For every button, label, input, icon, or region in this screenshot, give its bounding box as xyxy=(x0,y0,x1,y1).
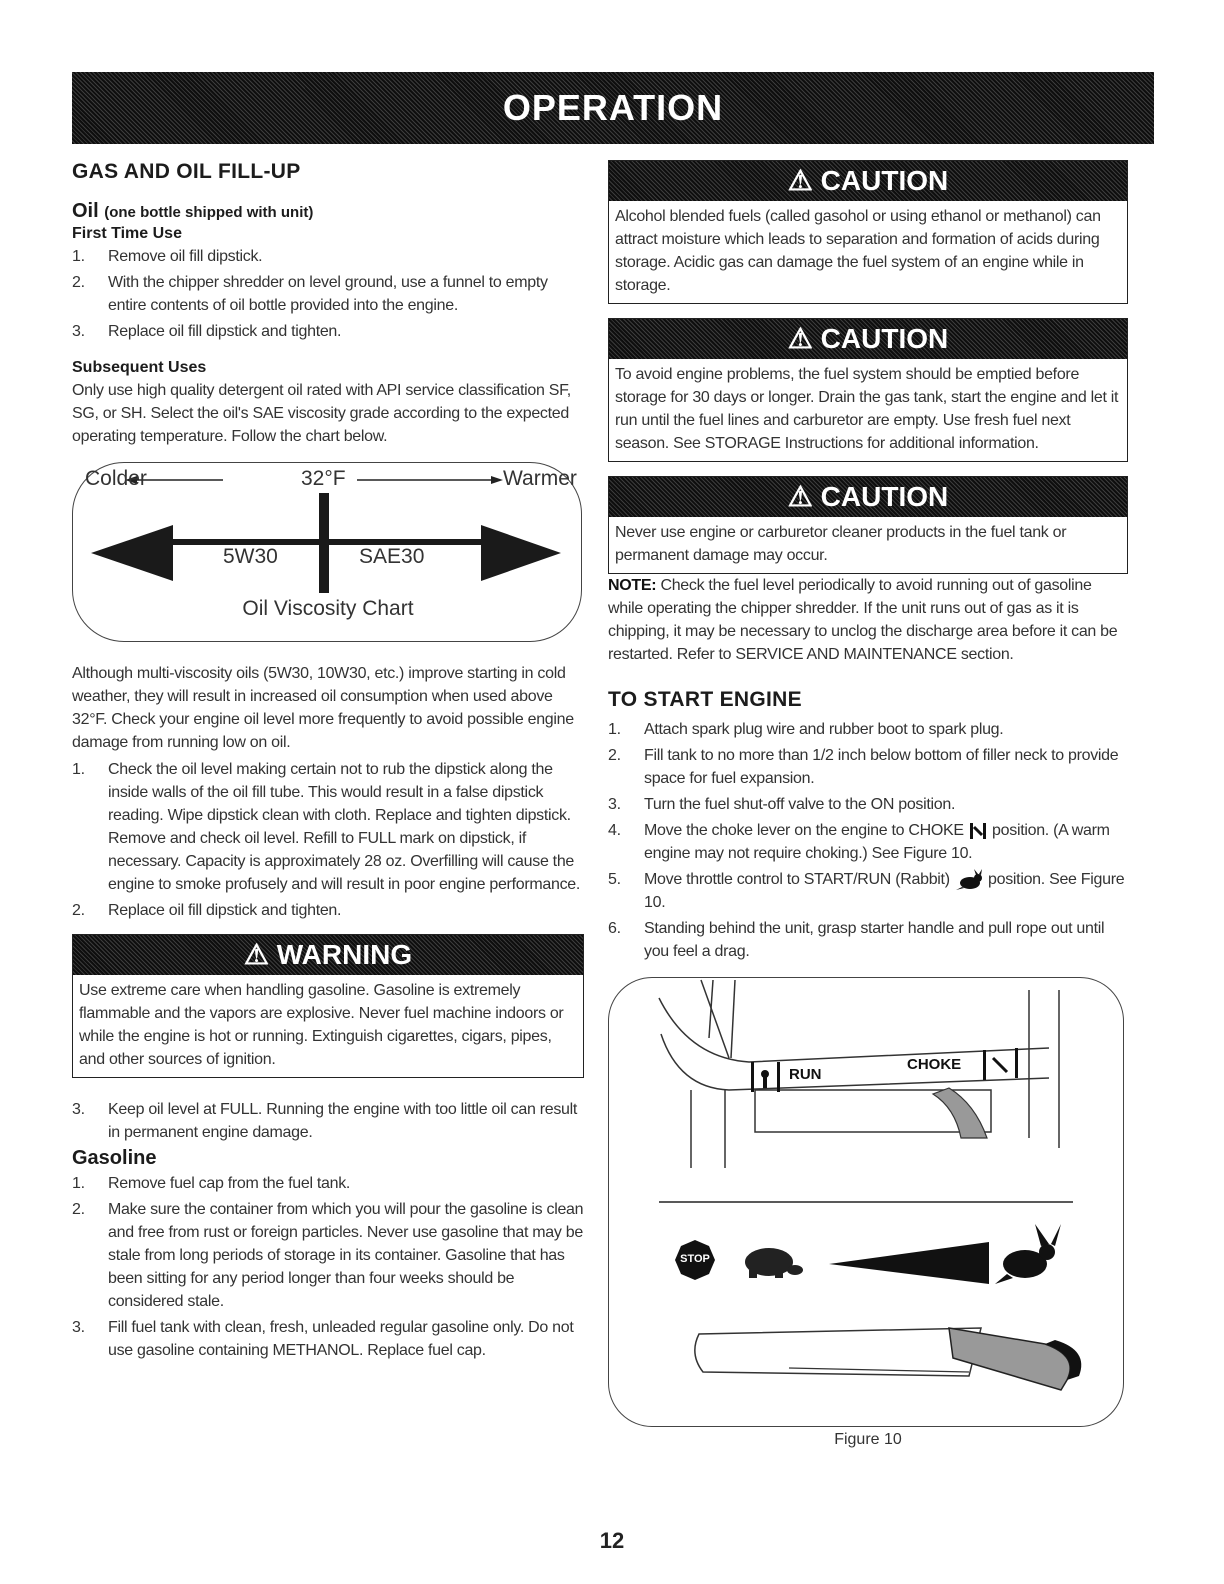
note-text: Check the fuel level periodically to avoid running out of gasoline while operating the chipper shredder. If the unit runs out of gas as it is chipping, it may be necessary to unclog the discharge area before it can be restarted. Refer to SERVICE AND MAINTENANCE section. xyxy=(608,577,1118,663)
list-item: 3. Turn the fuel shut-off valve to the ON position. xyxy=(608,796,956,813)
choke-icon xyxy=(968,821,988,841)
first-time-heading: First Time Use xyxy=(72,225,182,242)
section-title: OPERATION xyxy=(502,87,724,128)
run-label: RUN xyxy=(789,1066,822,1083)
list-item: 2. Make sure the container from which you will pour the gasoline is clean and free from rust or foreign particles. Never use gasoline that may be stale from long periods of storage in its container. Gasoline that has been sitting for any period longer than four weeks should be considered stale. xyxy=(72,1201,584,1310)
warning-triangle-icon: ⚠ xyxy=(243,939,269,970)
temp-divider xyxy=(319,493,329,593)
oil-viscosity-chart xyxy=(72,462,582,642)
caution-text: Never use engine or carburetor cleaner products in the fuel tank or permanent damage may occur. xyxy=(615,524,1067,564)
start-engine-steps xyxy=(608,718,1128,963)
oil-heading xyxy=(72,200,584,223)
note-label: NOTE: xyxy=(608,577,657,594)
left-column xyxy=(72,152,584,1365)
oil-title: Oil xyxy=(72,200,99,222)
subsequent-text: Only use high quality detergent oil rated with API service classification SF, SG, or SH. Select the oil's SAE viscosity grade according to the expected operating temperature. Follow the chart below. xyxy=(72,382,571,445)
start-engine-title: TO START ENGINE xyxy=(608,688,802,711)
colder-label: Colder xyxy=(85,467,147,490)
chart-caption: Oil Viscosity Chart xyxy=(242,597,414,620)
check-oil-steps xyxy=(72,758,584,922)
warning-box xyxy=(72,934,584,1078)
caution-box-alcohol xyxy=(608,160,1128,304)
throttle-illustration xyxy=(609,978,1124,1427)
list-item: 3. Fill fuel tank with clean, fresh, unleaded regular gasoline only. Do not use gasoline containing METHANOL. Replace fuel cap. xyxy=(72,1319,574,1359)
oil-level-step xyxy=(72,1098,584,1144)
warning-triangle-icon: ⚠ xyxy=(787,323,813,354)
gasoline-steps xyxy=(72,1172,584,1362)
gasoline-heading: Gasoline xyxy=(72,1147,157,1169)
warmer-arrowhead xyxy=(491,476,503,484)
rabbit-icon xyxy=(954,869,984,891)
warning-triangle-icon: ⚠ xyxy=(787,165,813,196)
list-item: 3. Replace oil fill dipstick and tighten. xyxy=(72,323,342,340)
choke-label: CHOKE xyxy=(907,1056,962,1073)
list-item: 2. With the chipper shredder on level ground, use a funnel to empty entire contents of oil bottle provided into the engine. xyxy=(72,274,548,314)
warning-triangle-icon: ⚠ xyxy=(787,481,813,512)
caution-header: ⚠ CAUTION xyxy=(609,161,1127,201)
warmer-label: Warmer xyxy=(503,467,577,490)
fuel-note xyxy=(608,574,1128,666)
list-item: 2. Fill tank to no more than 1/2 inch below bottom of filler neck to provide space for fuel expansion. xyxy=(608,747,1119,787)
section-banner xyxy=(72,72,1154,144)
figure-10 xyxy=(608,977,1124,1427)
caution-box-storage xyxy=(608,318,1128,462)
page-number: 12 xyxy=(599,1528,625,1553)
caution-text: Alcohol blended fuels (called gasohol or using ethanol or methanol) can attract moisture which leads to separation and formation of acids during storage. Acidic gas can damage the fuel system of an engine while in storage. xyxy=(615,208,1101,294)
list-item: 1. Attach spark plug wire and rubber boot to spark plug. xyxy=(608,721,1004,738)
5w30-label: 5W30 xyxy=(223,545,278,568)
caution-header: ⚠ CAUTION xyxy=(609,319,1127,359)
stop-sign-icon: STOP xyxy=(680,1253,710,1265)
multi-viscosity-text: Although multi-viscosity oils (5W30, 10W30, etc.) improve starting in cold weather, they will result in increased oil consumption when used above 32°F. Check your engine oil level more frequently to avoid possible engine damage from running low on oil. xyxy=(72,665,574,751)
caution-box-cleaner xyxy=(608,476,1128,574)
caution-header: ⚠ CAUTION xyxy=(609,477,1127,517)
list-item: 4. Move the choke lever on the engine to CHOKE position. (A warm engine may not require choking.) See Figure 10. xyxy=(608,822,1110,862)
warning-header: ⚠ WARNING xyxy=(73,935,583,975)
warning-text: Use extreme care when handling gasoline. Gasoline is extremely flammable and the vapors are explosive. Never fuel machine indoors or while the engine is hot or running. Extinguish cigarettes, cigars, pipes, and other sources of ignition. xyxy=(79,982,564,1068)
subsequent-heading: Subsequent Uses xyxy=(72,359,207,376)
oil-note: (one bottle shipped with unit) xyxy=(104,204,314,221)
list-item: 1. Remove fuel cap from the fuel tank. xyxy=(72,1175,351,1192)
list-item: 5. Move throttle control to START/RUN (Rabbit) position. See Figure 10. xyxy=(608,868,1128,914)
sae30-label: SAE30 xyxy=(359,545,425,568)
right-column xyxy=(608,160,1128,1449)
gas-oil-title: GAS AND OIL FILL-UP xyxy=(72,160,301,183)
list-item: 3. Keep oil level at FULL. Running the engine with too little oil can result in permanent engine damage. xyxy=(72,1101,578,1141)
caution-text: To avoid engine problems, the fuel system should be emptied before storage for 30 days or longer. Drain the gas tank, start the engine and let it run until the fuel lines and carburetor are empty. Use fresh fuel next season. See STORAGE Instructions for additional information. xyxy=(615,366,1119,452)
figure-caption: Figure 10 xyxy=(834,1431,902,1448)
list-item: 1. Check the oil level making certain not to rub the dipstick along the inside walls of the oil fill tube. This would result in a false dipstick reading. Wipe dipstick clean with cloth. Replace and tighten dipstick. Remove and check oil level. Refill to FULL mark on dipstick, if necessary. Capacity is approximately 28 oz. Overfilling will cause the engine to smoke profusely and will result in poor engine performance. xyxy=(72,761,581,893)
first-time-steps xyxy=(72,245,584,343)
list-item: 2. Replace oil fill dipstick and tighten. xyxy=(72,902,342,919)
list-item: 6. Standing behind the unit, grasp starter handle and pull rope out until you feel a drag. xyxy=(608,920,1105,960)
temp-label: 32°F xyxy=(301,467,346,490)
list-item: 1. Remove oil fill dipstick. xyxy=(72,248,263,265)
